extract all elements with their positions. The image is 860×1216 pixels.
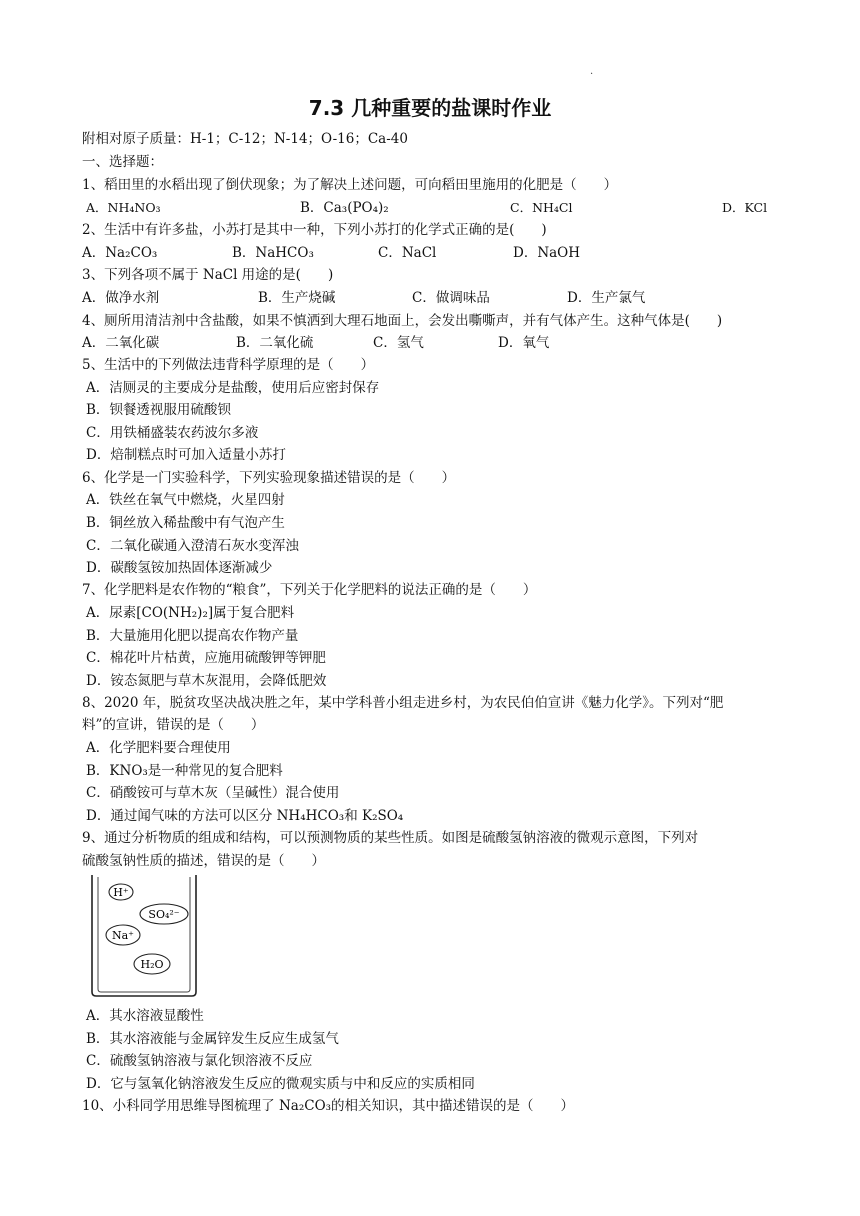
question-5-option-a: A．洁厕灵的主要成分是盐酸，使用后应密封保存	[86, 380, 380, 396]
question-3-option-a: A．做净水剂	[82, 290, 160, 306]
question-8-stem: 8、2020 年，脱贫攻坚决战决胜之年，某中学科普小组走进乡村，为农民伯伯宣讲《魅力化学》。下列对“肥	[82, 695, 724, 711]
question-7-option-c: C．棉花叶片枯黄，应施用硫酸钾等钾肥	[86, 650, 326, 666]
question-6-option-b: B．铜丝放入稀盐酸中有气泡产生	[86, 515, 285, 531]
question-3-option-d: D．生产氯气	[567, 290, 646, 306]
question-2-option-d: D．NaOH	[513, 245, 581, 261]
question-6-option-c: C．二氧化碳通入澄清石灰水变浑浊	[86, 538, 299, 554]
question-5-stem: 5、生活中的下列做法违背科学原理的是（ ）	[82, 357, 375, 373]
page-title: 7.3 几种重要的盐课时作业	[308, 96, 552, 120]
question-4-stem: 4、厕所用清洁剂中含盐酸，如果不慎洒到大理石地面上，会发出嘶嘶声，并有气体产生。这种气体是( )	[82, 313, 723, 329]
section-heading: 一、选择题：	[82, 154, 163, 170]
question-6-stem: 6、化学是一门实验科学，下列实验现象描述错误的是（ ）	[82, 470, 456, 486]
ion-so4-label: SO₄²⁻	[148, 908, 180, 921]
question-1-stem: 1、稻田里的水稻出现了倒伏现象；为了解决上述问题，可向稻田里施用的化肥是（ ）	[82, 177, 618, 193]
question-1-option-a: A．NH₄NO₃	[86, 200, 161, 215]
question-2-option-a: A．Na₂CO₃	[82, 245, 158, 261]
question-1-option-d: D．KCl	[722, 200, 768, 215]
question-9-option-d: D．它与氢氧化钠溶液发生反应的微观实质与中和反应的实质相同	[86, 1076, 475, 1092]
question-1-option-b: B．Ca₃(PO₄)₂	[300, 200, 389, 216]
question-7-option-d: D．铵态氮肥与草木灰混用，会降低肥效	[86, 673, 327, 689]
ion-h	[109, 884, 133, 900]
question-5-option-c: C．用铁桶盛装农药波尔多液	[86, 425, 259, 441]
question-8-option-d: D．通过闻气味的方法可以区分 NH₄HCO₃和 K₂SO₄	[86, 808, 404, 824]
question-4-option-c: C．氢气	[373, 335, 424, 351]
question-8-option-a: A．化学肥料要合理使用	[86, 740, 231, 756]
ion-na-label: Na⁺	[112, 929, 134, 942]
question-10-stem: 10、小科同学用思维导图梳理了 Na₂CO₃的相关知识，其中描述错误的是（ ）	[82, 1098, 575, 1114]
question-7-stem: 7、化学肥料是农作物的“粮食”，下列关于化学肥料的说法正确的是（ ）	[82, 582, 537, 598]
question-7-option-a: A．尿素[CO(NH₂)₂]属于复合肥料	[86, 605, 295, 621]
question-9-option-c: C．硫酸氢钠溶液与氯化钡溶液不反应	[86, 1053, 313, 1069]
question-3-stem: 3、下列各项不属于 NaCl 用途的是( )	[82, 267, 334, 283]
ion-h-label: H⁺	[113, 886, 129, 899]
question-1-option-c: C．NH₄Cl	[510, 200, 573, 215]
molecule-h2o-label: H₂O	[140, 958, 164, 971]
question-7-option-b: B．大量施用化肥以提高农作物产量	[86, 628, 299, 644]
question-8-option-c: C．硝酸铵可与草木灰（呈碱性）混合使用	[86, 785, 340, 801]
ion-so4	[140, 904, 188, 924]
question-9-stem: 9、通过分析物质的组成和结构，可以预测物质的某些性质。如图是硫酸氢钠溶液的微观示意图，下列对	[82, 830, 699, 846]
question-9-option-b: B．其水溶液能与金属锌发生反应生成氢气	[86, 1031, 339, 1047]
question-4-option-a: A．二氧化碳	[82, 335, 160, 351]
question-8-option-b: B．KNO₃是一种常见的复合肥料	[86, 763, 283, 779]
question-2-stem: 2、生活中有许多盐，小苏打是其中一种，下列小苏打的化学式正确的是( )	[82, 222, 547, 238]
ion-na	[106, 925, 140, 945]
question-5-option-d: D．焙制糕点时可加入适量小苏打	[86, 447, 286, 463]
question-5-option-b: B．钡餐透视服用硫酸钡	[86, 402, 231, 418]
question-2-option-b: B．NaHCO₃	[232, 245, 314, 261]
molecule-h2o	[134, 954, 170, 974]
question-9-option-a: A．其水溶液显酸性	[86, 1008, 204, 1024]
atomic-mass-note: 附相对原子质量：H-1；C-12；N-14；O-16；Ca-40	[82, 131, 408, 147]
question-4-option-d: D．氧气	[498, 335, 550, 351]
question-8-stem-cont: 料”的宣讲，错误的是（ ）	[82, 717, 265, 733]
sodium-bisulfate-solution-diagram	[90, 875, 198, 997]
question-3-option-b: B．生产烧碱	[258, 290, 336, 306]
question-6-option-a: A．铁丝在氧气中燃烧，火星四射	[86, 492, 285, 508]
question-9-stem-cont: 硫酸氢钠性质的描述，错误的是（ ）	[82, 853, 325, 869]
question-3-option-c: C．做调味品	[412, 290, 490, 306]
question-6-option-d: D．碳酸氢铵加热固体逐渐减少	[86, 560, 273, 576]
question-4-option-b: B．二氧化硫	[236, 335, 314, 351]
question-2-option-c: C．NaCl	[378, 245, 437, 261]
header-dot: .	[590, 66, 594, 77]
